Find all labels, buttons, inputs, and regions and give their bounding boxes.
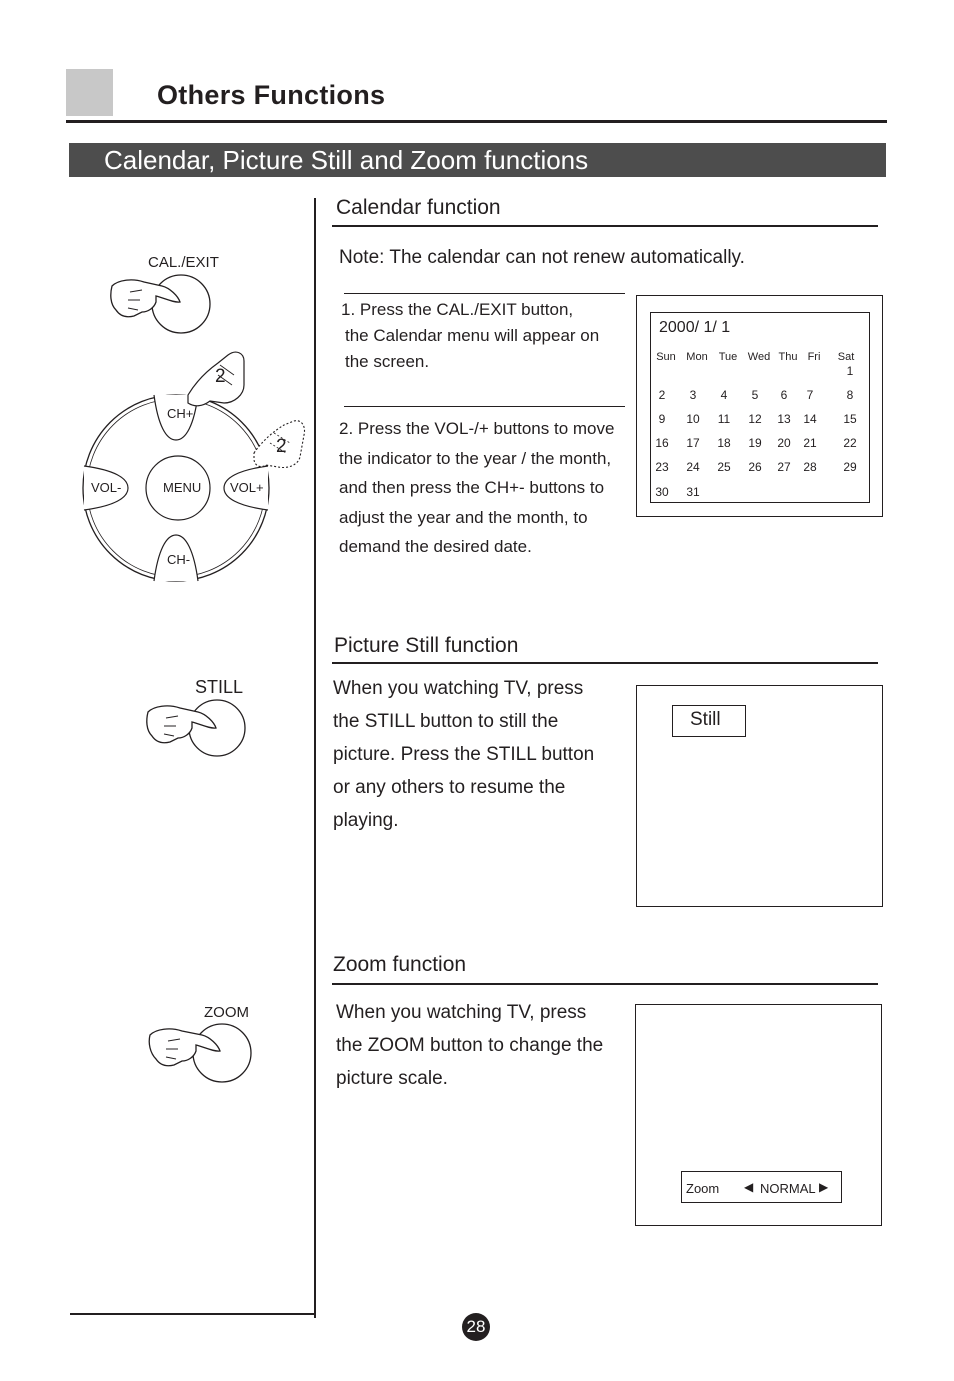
calendar-step2-line: the indicator to the year / the month, [339, 448, 612, 468]
calendar-step2-line: and then press the CH+- buttons to [339, 478, 605, 497]
page-number: 28 [462, 1313, 490, 1341]
zoom-body-line: picture scale. [336, 1068, 448, 1089]
bottom-rule [70, 1313, 316, 1315]
right-arrow-icon: ▶ [819, 1180, 829, 1194]
calendar-day: 27 [777, 460, 791, 474]
calendar-weekday: Wed [747, 351, 771, 363]
calendar-day: 17 [686, 436, 700, 450]
calendar-day: 3 [689, 388, 697, 402]
remote-control-icon [78, 345, 310, 585]
calendar-day: 31 [686, 485, 700, 499]
calendar-step2-line: adjust the year and the month, to [339, 507, 588, 527]
still-osd-label: Still [690, 709, 721, 730]
calendar-day: 14 [803, 412, 817, 426]
page-title: Others Functions [157, 80, 386, 110]
vol-minus-button[interactable]: VOL- [91, 480, 122, 495]
zoom-button-icon [146, 1021, 256, 1085]
zoom-body-line: When you watching TV, press [336, 1002, 587, 1023]
calendar-step2-line: 2. Press the VOL-/+ buttons to move [339, 419, 615, 438]
calendar-day: 6 [780, 388, 788, 402]
calendar-weekday: Sun [656, 351, 676, 363]
ch-minus-button[interactable]: CH- [167, 552, 191, 567]
calendar-day: 18 [717, 436, 731, 450]
zoom-section-title: Zoom function [333, 953, 467, 976]
still-button-label: STILL [195, 677, 244, 697]
calendar-day: 2 [658, 388, 666, 402]
calendar-panel [650, 312, 870, 503]
calendar-day: 25 [717, 460, 731, 474]
calendar-day: 1 [846, 364, 854, 378]
calendar-step2 [339, 414, 614, 562]
zoom-body-line: the ZOOM button to change the [336, 1035, 604, 1056]
calendar-day: 8 [846, 388, 854, 402]
step1-rule [344, 293, 625, 294]
calendar-day: 7 [806, 388, 814, 402]
menu-button[interactable]: MENU [163, 480, 202, 495]
column-divider [314, 198, 316, 1318]
calendar-weekday: Tue [718, 351, 738, 363]
calendar-section-title: Calendar function [336, 196, 501, 219]
calendar-day: 13 [777, 412, 791, 426]
calendar-day: 16 [655, 436, 669, 450]
calendar-step1 [341, 297, 599, 375]
calendar-weekday: Sat [837, 351, 855, 363]
still-body-line: When you watching TV, press [333, 678, 584, 699]
zoom-section-rule [332, 983, 878, 985]
callout-number: 2 [215, 366, 226, 387]
zoom-body [336, 996, 603, 1095]
vol-plus-button[interactable]: VOL+ [230, 480, 264, 495]
calendar-day: 15 [843, 412, 857, 426]
calendar-day: 12 [748, 412, 762, 426]
step2-rule [344, 406, 625, 407]
calendar-day: 28 [803, 460, 817, 474]
calendar-day: 26 [748, 460, 762, 474]
calendar-day: 5 [751, 388, 759, 402]
calendar-day: 9 [658, 412, 666, 426]
still-body [333, 672, 594, 837]
calendar-weekday: Mon [686, 351, 708, 363]
callout-number: 2 [276, 436, 287, 457]
calendar-step1-line: the screen. [345, 352, 430, 371]
calendar-day: 23 [655, 460, 669, 474]
still-button-icon [144, 698, 250, 760]
ch-plus-button[interactable]: CH+ [167, 406, 194, 421]
cal-exit-button-icon [108, 272, 214, 334]
calendar-day: 19 [748, 436, 762, 450]
calendar-day: 11 [717, 412, 731, 426]
calendar-section-rule [332, 225, 878, 227]
calendar-day: 4 [720, 388, 728, 402]
still-body-line: playing. [333, 810, 399, 831]
calendar-day: 30 [655, 485, 669, 499]
calendar-step1-line: 1. Press the CAL./EXIT button, [341, 300, 574, 319]
zoom-osd-value: NORMAL [760, 1181, 816, 1196]
still-section-rule [332, 662, 878, 664]
calendar-date: 2000/ 1/ 1 [659, 319, 731, 336]
calendar-weekday: Fri [807, 351, 821, 363]
zoom-osd-label: Zoom [686, 1181, 720, 1196]
calendar-day: 22 [843, 436, 857, 450]
header-block [66, 69, 113, 116]
still-body-line: picture. Press the STILL button [333, 744, 595, 765]
calendar-day: 20 [777, 436, 791, 450]
still-body-line: or any others to resume the [333, 777, 566, 798]
calendar-step2-line: demand the desired date. [339, 537, 532, 556]
calendar-weekday: Thu [778, 351, 798, 363]
left-arrow-icon: ◀ [744, 1180, 754, 1194]
cal-exit-label: CAL./EXIT [148, 254, 219, 271]
calendar-step1-line: the Calendar menu will appear on [345, 326, 600, 345]
calendar-day: 29 [843, 460, 857, 474]
still-section-title: Picture Still function [334, 634, 519, 657]
calendar-day: 24 [686, 460, 700, 474]
header-rule [66, 120, 887, 123]
section-banner-title: Calendar, Picture Still and Zoom functions [104, 145, 589, 175]
still-body-line: the STILL button to still the [333, 711, 559, 732]
zoom-button-label: ZOOM [204, 1004, 249, 1021]
calendar-day: 21 [803, 436, 817, 450]
calendar-note: Note: The calendar can not renew automatically. [339, 247, 745, 268]
calendar-day: 10 [686, 412, 700, 426]
